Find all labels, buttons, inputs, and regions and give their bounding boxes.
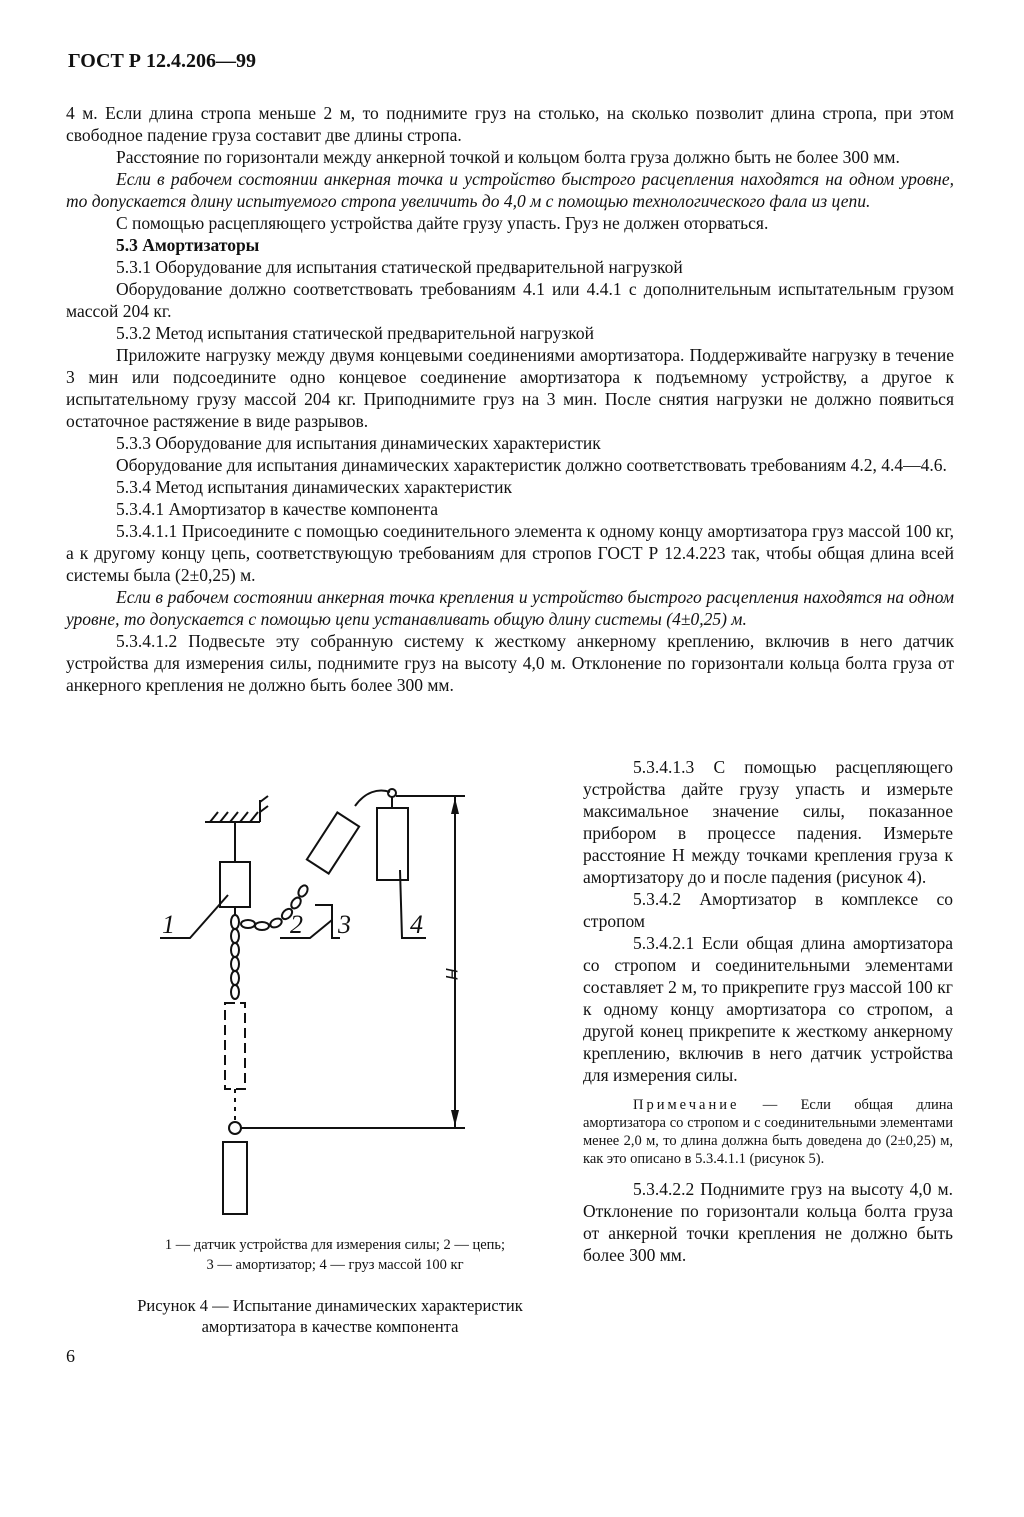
subsection-title: 5.3.1 Оборудование для испытания статической предварительной нагрузкой bbox=[116, 257, 683, 277]
italic-paragraph: Если в рабочем состоянии анкерная точка крепления и устройство быстрого расцепления находятся на одном уровне, то допускается с помощью цепи устанавливать общую длину системы (4±0,25) м. bbox=[66, 587, 954, 629]
anchor-mount bbox=[205, 796, 268, 862]
paragraph: Оборудование должно соответствовать требованиям 4.1 или 4.4.1 с дополнительным испытательным грузом массой 204 кг. bbox=[66, 279, 954, 321]
figure-4 bbox=[140, 770, 520, 1230]
h-dimension bbox=[241, 796, 465, 1128]
note-label: Примечание bbox=[633, 1097, 740, 1113]
h-label: H bbox=[442, 968, 461, 981]
test-weight bbox=[377, 808, 408, 880]
paragraph: Оборудование для испытания динамических характеристик должно соответствовать требованиям 4.2, 4.4—4.6. bbox=[116, 455, 947, 475]
subsection-title: 5.3.3 Оборудование для испытания динамических характеристик bbox=[116, 433, 601, 453]
subsection-title: 5.3.2 Метод испытания статической предварительной нагрузкой bbox=[116, 323, 594, 343]
note-text: — Если общая длина амортизатора со стропом и с соединительными элементами менее 2,0 м, то длина должна быть доведена до (2±0,25) м, как это описано в 5.3.4.1.1 (рисунок 5). bbox=[583, 1097, 953, 1167]
paragraph: Расстояние по горизонтали между анкерной точкой и кольцом болта груза должно быть не более 300 мм. bbox=[116, 147, 900, 167]
paragraph: 5.3.4.2.1 Если общая длина амортизатора со стропом и соединительными элементами составляет 2 м, то прикрепите груз массой 100 кг к одному концу амортизатора со стропом, а другой конец прикрепите к жесткому анкерному креплению, включив в него датчик устройства для измерения силы. bbox=[583, 933, 953, 1085]
section-heading: 5.3 Амортизаторы bbox=[116, 235, 260, 255]
italic-paragraph: Если в рабочем состоянии анкерная точка и устройство быстрого расцепления находятся на одном уровне, то допускается длину испытуемого стропа увеличить до 4,0 м с помощью технологического фала из цепи. bbox=[66, 169, 954, 211]
paragraph: 4 м. Если длина стропа меньше 2 м, то поднимите груз на столько, на сколько позволит длина стропа, при этом свободное падение груза составит две длины стропа. bbox=[66, 103, 954, 145]
figure-legend bbox=[100, 1235, 570, 1275]
document-header: ГОСТ Р 12.4.206—99 bbox=[68, 50, 257, 72]
paragraph: 5.3.4.1.3 С помощью расцепляющего устройства дайте грузу упасть и измерьте максимальное значение силы, показанное прибором в процессе падения. Измерьте расстояние H между точками крепления груза к амортизатору до и после падения (рисунок 4). bbox=[583, 757, 953, 887]
figure-caption bbox=[90, 1295, 570, 1337]
subsection-title: 5.3.4.1 Амортизатор в качестве компонента bbox=[116, 499, 439, 519]
label-2: 2 bbox=[290, 910, 303, 939]
subsection-title: 5.3.4.2 Амортизатор в комплексе со стропом bbox=[583, 889, 953, 931]
shock-absorber bbox=[307, 812, 359, 873]
dashed-weight bbox=[225, 1003, 245, 1089]
subsection-title: 5.3.4 Метод испытания динамических характеристик bbox=[116, 477, 512, 497]
test-setup-diagram bbox=[140, 770, 520, 1230]
paragraph: 5.3.4.2.2 Поднимите груз на высоту 4,0 м. Отклонение по горизонтали кольца болта груза от анкерной точки крепления не должно быть более 300 мм. bbox=[583, 1179, 953, 1265]
label-1: 1 bbox=[162, 910, 175, 939]
paragraph: С помощью расцепляющего устройства дайте грузу упасть. Груз не должен оторваться. bbox=[116, 213, 769, 233]
main-text bbox=[66, 102, 954, 696]
bolt-ring bbox=[229, 1122, 241, 1134]
caption-line: Рисунок 4 — Испытание динамических характеристик bbox=[137, 1296, 523, 1315]
paragraph: 5.3.4.1.1 Присоедините с помощью соединительного элемента к одному концу амортизатора груз массой 100 кг, а к другому концу цепь, соответствующую требованиям для стропов ГОСТ Р 12.4.223 так, чтобы общая длина всей системы была (2±0,25) м. bbox=[66, 521, 954, 585]
page-number: 6 bbox=[66, 1346, 75, 1366]
caption-line: амортизатора в качестве компонента bbox=[201, 1317, 459, 1336]
legend-line: 3 — амортизатор; 4 — груз массой 100 кг bbox=[206, 1257, 464, 1273]
legend-line: 1 — датчик устройства для измерения силы; 2 — цепь; bbox=[164, 1237, 506, 1253]
dropped-weight bbox=[223, 1142, 247, 1214]
label-4: 4 bbox=[410, 910, 423, 939]
paragraph: 5.3.4.1.2 Подвесьте эту собранную систему к жесткому анкерному креплению, включив в него датчик устройства для измерения силы, поднимите груз на высоту 4,0 м. Отклонение по горизонтали кольца болта груза от анкерного крепления не должно быть более 300 мм. bbox=[66, 631, 954, 695]
label-3: 3 bbox=[338, 910, 351, 939]
vertical-chain bbox=[231, 915, 239, 999]
note bbox=[583, 1096, 953, 1168]
paragraph: Приложите нагрузку между двумя концевыми соединениями амортизатора. Поддерживайте нагрузку в течение 3 мин или подсоедините одно концевое соединение амортизатора к подъемному устройству, а другое к испытательному грузу массой 204 кг. Приподнимите груз на 3 мин. После снятия нагрузки не должно появиться остаточное растяжение в виде разрывов. bbox=[66, 345, 954, 431]
right-column-text bbox=[583, 756, 953, 1266]
